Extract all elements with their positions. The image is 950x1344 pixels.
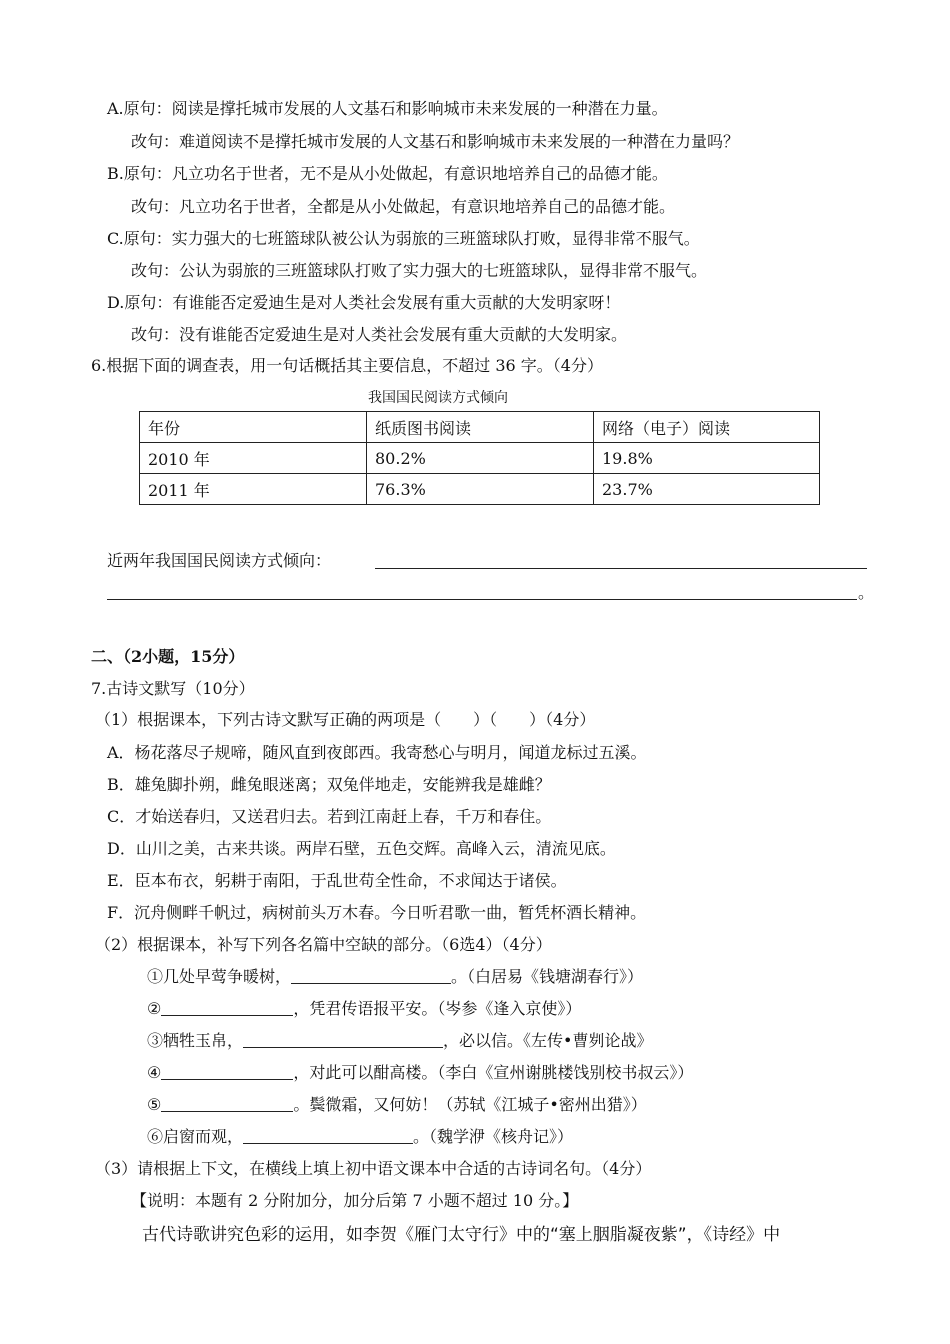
fill-item-post: 。（魏学洢《核舟记》） [413,1127,574,1146]
fill-item-1 [147,967,643,987]
fill-item-post: ，凭君传语报平安。（岑参《逢入京使》） [293,999,582,1018]
fill-item-pre: ⑤ [147,1095,162,1114]
table-cell: 23.7% [594,474,820,505]
table-cell: 2010 年 [140,443,367,474]
table-title: 我国国民阅读方式倾向 [368,390,508,406]
fill-blank[interactable] [161,1079,293,1080]
q5-option-d-original: D.原句：有谁能否定爱迪生是对人类社会发展有重大贡献的大发明家呀！ [107,293,621,312]
q7-part3-prompt: （3）请根据上下文，在横线上填上初中语文课本中合适的古诗词名句。（4分） [95,1159,652,1178]
fill-item-6 [147,1127,573,1147]
table-cell: 80.2% [367,443,594,474]
q5-option-c-original: C.原句：实力强大的七班篮球队被公认为弱旅的三班篮球队打败，显得非常不服气。 [107,229,700,248]
q5-option-c-modified: 改句：公认为弱旅的三班篮球队打败了实力强大的七班篮球队，显得非常不服气。 [131,261,708,280]
table-row [140,443,820,474]
fill-item-pre: ② [147,999,162,1018]
table-cell: 76.3% [367,474,594,505]
fill-item-pre: ③牺牲玉帛， [147,1031,244,1050]
fill-item-pre: ⑥启窗而观， [147,1127,244,1146]
q7-option-c: C．才始送春归，又送君归去。若到江南赶上春，千万和春住。 [107,807,552,826]
q5-option-b-original: B.原句：凡立功名于世者，无不是从小处做起，有意识地培养自己的品德才能。 [107,164,668,183]
fill-blank[interactable] [243,1047,443,1048]
q6-answer-label: 近两年我国国民阅读方式倾向： [107,551,332,570]
q7-part1-prompt: （1）根据课本，下列古诗文默写正确的两项是（ ）（ ）（4分） [95,710,596,729]
fill-item-post: ，必以信。《左传•曹刿论战》 [443,1031,653,1050]
reading-survey-table [139,411,820,505]
answer-line-1[interactable] [375,568,867,569]
table-cell: 2011 年 [140,474,367,505]
fill-item-5 [147,1095,647,1115]
table-header-row [140,412,820,443]
fill-blank[interactable] [161,1015,293,1016]
section-heading: 二、（2小题，15分） [91,647,245,666]
table-cell: 19.8% [594,443,820,474]
fill-item-4 [147,1063,693,1083]
q7-title: 7.古诗文默写（10分） [91,679,255,698]
q7-option-a: A．杨花落尽子规啼，随风直到夜郎西。我寄愁心与明月，闻道龙标过五溪。 [107,743,647,762]
q7-part3-text: 古代诗歌讲究色彩的运用，如李贺《雁门太守行》中的“塞上胭脂凝夜紫”，《诗经》中 [142,1225,781,1245]
table-row [140,474,820,505]
q7-part2-prompt: （2）根据课本，补写下列各名篇中空缺的部分。（6选4）（4分） [95,935,552,954]
q7-option-b: B．雄兔脚扑朔，雌兔眼迷离；双兔伴地走，安能辨我是雄雌？ [107,775,551,794]
fill-item-3 [147,1031,652,1051]
fill-blank[interactable] [291,983,451,984]
table-header-cell: 纸质图书阅读 [367,412,594,443]
q7-option-d: D．山川之美，古来共谈。两岸石壁，五色交辉。高峰入云，清流见底。 [107,839,616,858]
q5-option-d-modified: 改句：没有谁能否定爱迪生是对人类社会发展有重大贡献的大发明家。 [131,325,628,344]
q7-option-e: E．臣本布衣，躬耕于南阳，于乱世苟全性命，不求闻达于诸侯。 [107,871,567,890]
q5-option-b-modified: 改句：凡立功名于世者，全都是从小处做起，有意识地培养自己的品德才能。 [131,197,676,216]
answer-line-2[interactable] [107,599,857,600]
q5-option-a-modified: 改句：难道阅读不是撑托城市发展的人文基石和影响城市未来发展的一种潜在力量吗？ [131,132,740,151]
fill-item-2 [147,999,581,1019]
answer-end-mark: 。 [858,583,875,602]
fill-item-pre: ①几处早莺争暖树， [147,967,292,986]
table-header-cell: 网络（电子）阅读 [594,412,820,443]
q7-part3-note: 【说明：本题有 2 分附加分，加分后第 7 小题不超过 10 分。】 [131,1191,579,1210]
fill-blank[interactable] [161,1111,293,1112]
fill-item-post: 。（白居易《钱塘湖春行》） [451,967,644,986]
q5-option-a-original: A.原句：阅读是撑托城市发展的人文基石和影响城市未来发展的一种潜在力量。 [107,99,668,118]
table-header-cell: 年份 [140,412,367,443]
fill-blank[interactable] [243,1143,413,1144]
fill-item-pre: ④ [147,1063,162,1082]
fill-item-post: 。鬓微霜，又何妨！（苏轼《江城子•密州出猎》） [293,1095,647,1114]
q6-prompt: 6.根据下面的调查表，用一句话概括其主要信息，不超过 36 字。（4分） [91,356,603,375]
fill-item-post: ，对此可以酣高楼。（李白《宣州谢朓楼饯别校书叔云》） [293,1063,694,1082]
q7-option-f: F．沉舟侧畔千帆过，病树前头万木春。今日听君歌一曲，暂凭杯酒长精神。 [107,903,647,922]
